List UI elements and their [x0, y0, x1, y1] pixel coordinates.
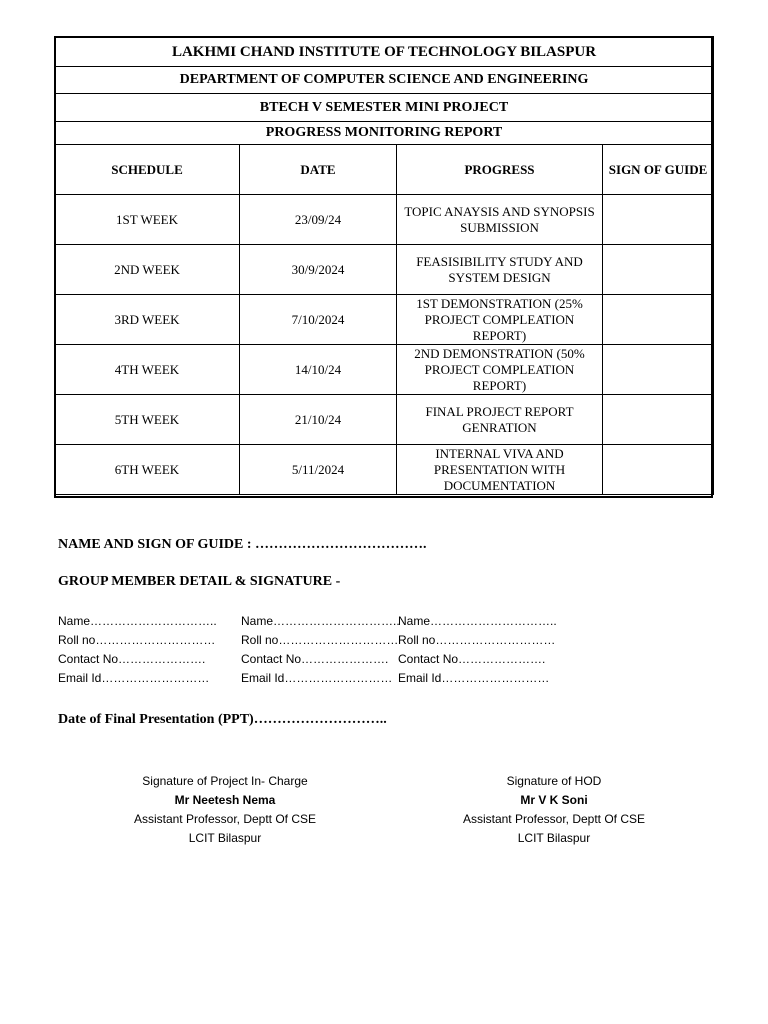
schedule-cell: 6TH WEEK [55, 445, 240, 495]
guide-sign-cell [603, 445, 714, 495]
guide-sign-cell [603, 195, 714, 245]
signatory-organization: LCIT Bilaspur [188, 831, 262, 845]
date-cell: 30/9/2024 [240, 245, 397, 295]
date-cell: 7/10/2024 [240, 295, 397, 345]
member-email-field: Email Id……………………… [58, 671, 210, 685]
schedule-cell: 5TH WEEK [55, 395, 240, 445]
member-email-field: Email Id……………………… [398, 671, 550, 685]
institute-name: LAKHMI CHAND INSTITUTE OF TECHNOLOGY BILASPUR [55, 37, 714, 67]
schedule-cell: 2ND WEEK [55, 245, 240, 295]
signatory-title: Assistant Professor, Deptt Of CSE [133, 812, 317, 826]
table-row [55, 245, 714, 295]
guide-sign-cell [603, 345, 714, 395]
final-presentation-date-line: Date of Final Presentation (PPT)……………………….. [58, 712, 387, 727]
member-detail-3 [398, 612, 557, 688]
progress-cell: FINAL PROJECT REPORT GENRATION [397, 395, 603, 445]
date-cell: 21/10/24 [240, 395, 397, 445]
guide-sign-cell [603, 245, 714, 295]
group-member-heading: GROUP MEMBER DETAIL & SIGNATURE - [58, 574, 341, 589]
schedule-cell: 3RD WEEK [55, 295, 240, 345]
member-contact-field: Contact No…………………. [58, 652, 206, 666]
signatory-name: Mr V K Soni [520, 793, 588, 807]
table-row [55, 195, 714, 245]
member-contact-field: Contact No…………………. [241, 652, 389, 666]
semester-title: BTECH V SEMESTER MINI PROJECT [55, 94, 714, 122]
member-roll-field: Roll no………………………… [398, 633, 556, 647]
member-email-field: Email Id……………………… [241, 671, 393, 685]
member-detail-1 [58, 612, 217, 688]
table-row [55, 445, 714, 495]
signatory-title: Assistant Professor, Deptt Of CSE [462, 812, 646, 826]
column-header-schedule: SCHEDULE [55, 145, 240, 195]
date-cell: 14/10/24 [240, 345, 397, 395]
date-cell: 5/11/2024 [240, 445, 397, 495]
member-name-field: Name………………………….. [398, 614, 557, 628]
member-detail-2 [241, 612, 400, 688]
progress-cell: TOPIC ANAYSIS AND SYNOPSIS SUBMISSION [397, 195, 603, 245]
signatory-name: Mr Neetesh Nema [174, 793, 276, 807]
report-title: PROGRESS MONITORING REPORT [55, 122, 714, 145]
member-name-field: Name………………………….. [58, 614, 217, 628]
progress-table [54, 36, 714, 495]
table-row [55, 295, 714, 345]
project-incharge-signature [95, 772, 355, 848]
schedule-cell: 4TH WEEK [55, 345, 240, 395]
column-header-date: DATE [240, 145, 397, 195]
member-roll-field: Roll no………………………… [58, 633, 216, 647]
guide-sign-cell [603, 295, 714, 345]
member-contact-field: Contact No…………………. [398, 652, 546, 666]
signature-caption: Signature of Project In- Charge [142, 774, 308, 788]
department-name: DEPARTMENT OF COMPUTER SCIENCE AND ENGINEERING [55, 67, 714, 94]
progress-cell: FEASISIBILITY STUDY AND SYSTEM DESIGN [397, 245, 603, 295]
table-row [55, 395, 714, 445]
progress-cell: INTERNAL VIVA AND PRESENTATION WITH DOCUMENTATION [397, 445, 603, 495]
hod-signature [424, 772, 684, 848]
progress-cell: 2ND DEMONSTRATION (50% PROJECT COMPLEATION REPORT) [397, 345, 603, 395]
member-name-field: Name………………………….. [241, 614, 400, 628]
signatory-organization: LCIT Bilaspur [517, 831, 591, 845]
progress-cell: 1ST DEMONSTRATION (25% PROJECT COMPLEATION REPORT) [397, 295, 603, 345]
date-cell: 23/09/24 [240, 195, 397, 245]
schedule-cell: 1ST WEEK [55, 195, 240, 245]
member-roll-field: Roll no………………………… [241, 633, 399, 647]
column-header-sign: SIGN OF GUIDE [603, 145, 714, 195]
table-row [55, 345, 714, 395]
column-header-progress: PROGRESS [397, 145, 603, 195]
guide-signature-line: NAME AND SIGN OF GUIDE : ………………………………. [58, 537, 427, 552]
signature-caption: Signature of HOD [506, 774, 602, 788]
guide-sign-cell [603, 395, 714, 445]
